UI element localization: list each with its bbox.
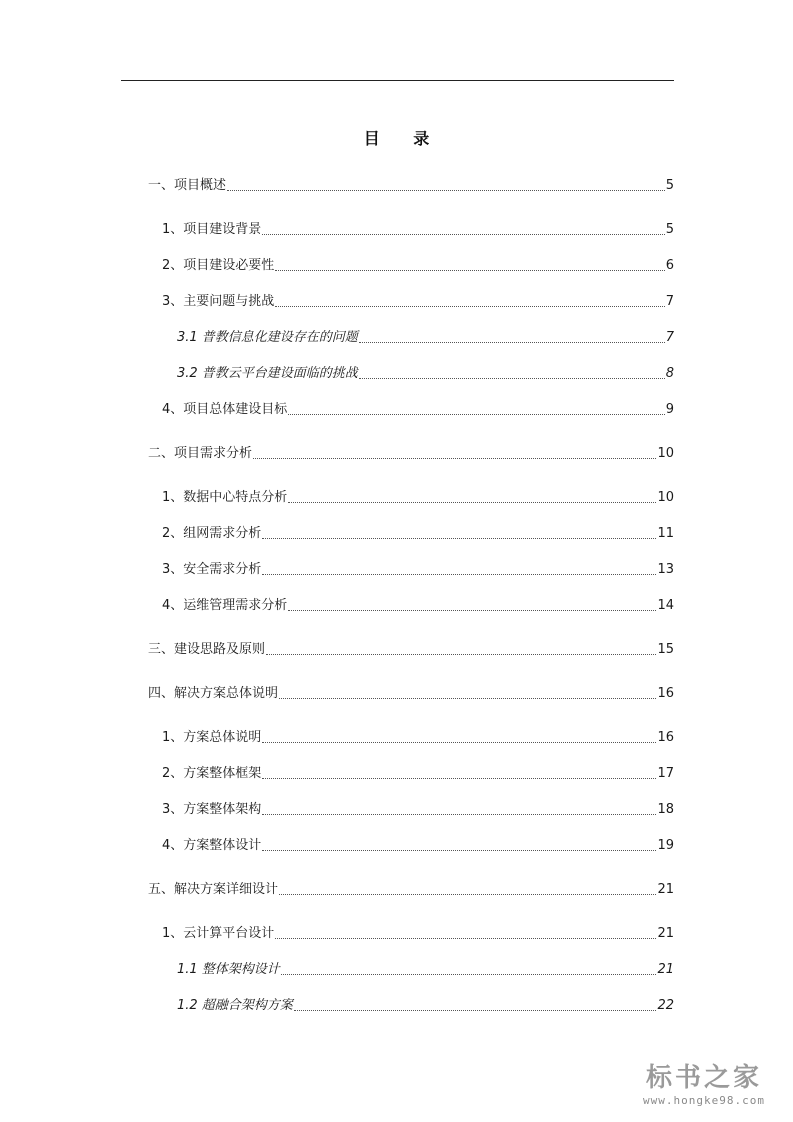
toc-entry-level3[interactable] bbox=[177, 996, 674, 1016]
toc-dot-leader bbox=[288, 502, 656, 503]
toc-entry-text: 3.1 普教信息化建设存在的问题 bbox=[177, 330, 358, 345]
toc-entry-level2[interactable] bbox=[162, 400, 674, 420]
toc-entry-level1[interactable] bbox=[148, 684, 674, 704]
toc-entry-text: 3、安全需求分析 bbox=[162, 562, 262, 577]
toc-dot-leader bbox=[288, 610, 656, 611]
watermark bbox=[629, 1062, 779, 1114]
toc-entry-text: 3、主要问题与挑战 bbox=[162, 294, 275, 309]
toc-dot-leader bbox=[266, 654, 656, 655]
toc-dot-leader bbox=[262, 850, 656, 851]
toc-page-number: 8 bbox=[665, 366, 674, 381]
toc-dot-leader bbox=[279, 698, 656, 699]
toc-entry-level2[interactable] bbox=[162, 836, 674, 856]
toc-entry-text: 2、方案整体框架 bbox=[162, 766, 262, 781]
toc-dot-leader bbox=[262, 742, 656, 743]
toc-entry-text: 2、组网需求分析 bbox=[162, 526, 262, 541]
toc-dot-leader bbox=[359, 342, 665, 343]
toc-page-number: 5 bbox=[665, 178, 674, 193]
toc-dot-leader bbox=[262, 538, 656, 539]
toc-page-number: 17 bbox=[657, 766, 674, 781]
toc-entry-text: 1.2 超融合架构方案 bbox=[177, 998, 293, 1013]
toc-entry-text: 1、方案总体说明 bbox=[162, 730, 262, 745]
toc-page-number: 9 bbox=[665, 402, 674, 417]
toc-entry-text: 1、云计算平台设计 bbox=[162, 926, 275, 941]
toc-entry-level2[interactable] bbox=[162, 764, 674, 784]
watermark-url: www.hongke98.com bbox=[643, 1094, 765, 1107]
toc-dot-leader bbox=[359, 378, 665, 379]
toc-entry-level2[interactable] bbox=[162, 256, 674, 276]
toc-entry-level2[interactable] bbox=[162, 524, 674, 544]
toc-page-number: 21 bbox=[657, 962, 674, 977]
toc-entry-text: 4、运维管理需求分析 bbox=[162, 598, 288, 613]
toc-dot-leader bbox=[262, 778, 656, 779]
toc-page-number: 15 bbox=[657, 642, 674, 657]
toc-page-number: 21 bbox=[657, 926, 674, 941]
toc-entry-level2[interactable] bbox=[162, 800, 674, 820]
toc-entry-text: 二、项目需求分析 bbox=[148, 446, 253, 461]
toc-dot-leader bbox=[262, 814, 656, 815]
toc-page-number: 19 bbox=[657, 838, 674, 853]
toc-dot-leader bbox=[227, 190, 665, 191]
toc-entry-text: 1.1 整体架构设计 bbox=[177, 962, 280, 977]
toc-entry-level2[interactable] bbox=[162, 220, 674, 240]
toc-entry-text: 2、项目建设必要性 bbox=[162, 258, 275, 273]
toc-entry-level3[interactable] bbox=[177, 960, 674, 980]
toc-entry-level2[interactable] bbox=[162, 596, 674, 616]
toc-entry-level2[interactable] bbox=[162, 728, 674, 748]
toc-entry-text: 1、项目建设背景 bbox=[162, 222, 262, 237]
toc-entry-level2[interactable] bbox=[162, 292, 674, 312]
toc-entry-text: 4、方案整体设计 bbox=[162, 838, 262, 853]
toc-page-number: 6 bbox=[665, 258, 674, 273]
toc-dot-leader bbox=[262, 234, 664, 235]
toc-entry-level2[interactable] bbox=[162, 924, 674, 944]
toc-dot-leader bbox=[253, 458, 656, 459]
toc-entry-text: 四、解决方案总体说明 bbox=[148, 686, 279, 701]
toc-entry-text: 一、项目概述 bbox=[148, 178, 227, 193]
toc-page-number: 11 bbox=[657, 526, 674, 541]
toc-page-number: 16 bbox=[657, 730, 674, 745]
toc-page-number: 13 bbox=[657, 562, 674, 577]
toc-dot-leader bbox=[275, 306, 664, 307]
toc-dot-leader bbox=[281, 974, 657, 975]
toc-entry-text: 4、项目总体建设目标 bbox=[162, 402, 288, 417]
toc-entry-level1[interactable] bbox=[148, 444, 674, 464]
toc-dot-leader bbox=[275, 938, 656, 939]
toc-entry-level1[interactable] bbox=[148, 176, 674, 196]
toc-page-number: 14 bbox=[657, 598, 674, 613]
toc-dot-leader bbox=[275, 270, 664, 271]
toc-page-number: 5 bbox=[665, 222, 674, 237]
watermark-logo: 标书之家 bbox=[645, 1063, 762, 1093]
toc-dot-leader bbox=[294, 1010, 657, 1011]
toc-entry-level1[interactable] bbox=[148, 880, 674, 900]
toc-page-number: 18 bbox=[657, 802, 674, 817]
toc-entry-level3[interactable] bbox=[177, 364, 674, 384]
toc-entry-text: 3、方案整体架构 bbox=[162, 802, 262, 817]
toc-title: 目 录 bbox=[363, 129, 444, 148]
toc-entry-text: 3.2 普教云平台建设面临的挑战 bbox=[177, 366, 358, 381]
toc-entry-text: 五、解决方案详细设计 bbox=[148, 882, 279, 897]
toc-page-number: 21 bbox=[657, 882, 674, 897]
toc-dot-leader bbox=[288, 414, 664, 415]
toc-dot-leader bbox=[262, 574, 656, 575]
toc-page-number: 7 bbox=[665, 330, 674, 345]
toc-page-number: 22 bbox=[657, 998, 674, 1013]
toc-entry-text: 1、数据中心特点分析 bbox=[162, 490, 288, 505]
toc-page-number: 10 bbox=[657, 490, 674, 505]
toc-entry-text: 三、建设思路及原则 bbox=[148, 642, 266, 657]
toc-entry-level2[interactable] bbox=[162, 488, 674, 508]
toc-page-number: 16 bbox=[657, 686, 674, 701]
toc-dot-leader bbox=[279, 894, 656, 895]
toc-entry-level3[interactable] bbox=[177, 328, 674, 348]
toc-page-number: 7 bbox=[665, 294, 674, 309]
toc-entry-level2[interactable] bbox=[162, 560, 674, 580]
toc-entry-level1[interactable] bbox=[148, 640, 674, 660]
toc-page-number: 10 bbox=[657, 446, 674, 461]
